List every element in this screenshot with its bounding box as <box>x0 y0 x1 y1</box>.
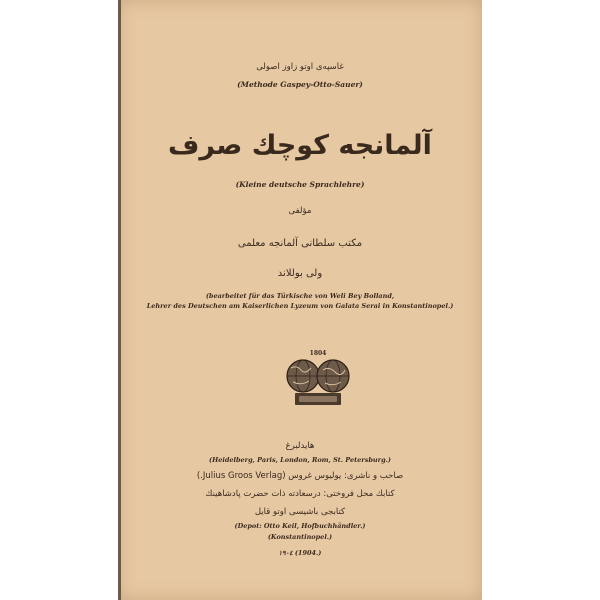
emblem-year: 1804 <box>309 350 327 357</box>
series-german: (Methode Gaspey-Otto-Sauer) <box>237 80 363 89</box>
publisher-line: صاحب و ناشری: یولیوس غروس (Julius Groos Verlag.) <box>196 471 404 481</box>
city-german: (Konstantinopel.) <box>267 533 333 541</box>
year-line: ۱۹۰٤ (1904.) <box>278 549 322 557</box>
title-arabic: آلمانجه کوچك صرف <box>168 130 432 161</box>
right-globe-icon <box>317 360 349 392</box>
edited-line-2: Lehrer des Deutschen am Kaiserlichen Lyzeum von Galata Serai in Konstantinopel.) <box>146 302 454 310</box>
depot-line-arabic: کتابك محل فروختی: درسعادته ذات حضرت پادشاهینك <box>205 489 395 499</box>
book-page <box>118 0 482 600</box>
cities-german: (Heidelberg, Paris, London, Rom, St. Petersburg.) <box>209 456 391 464</box>
series-arabic: غاسپه‌ی اوتو زاوز اصولی <box>256 62 344 72</box>
left-globe-icon <box>287 360 319 392</box>
author-name: ولی بوللاند <box>277 268 323 279</box>
bookseller-arabic: کتابجی باشیسی اوتو قایل <box>254 507 346 517</box>
title-german: (Kleine deutsche Sprachlehre) <box>235 180 365 189</box>
edited-line-1: (bearbeitet für das Türkische von Weli Bey Bolland, <box>205 292 395 300</box>
author-label: مؤلفی <box>288 206 312 216</box>
author-role: مکتب سلطانی آلمانجه معلمی <box>237 238 363 249</box>
city-arabic: هایدلبرغ <box>285 441 315 451</box>
depot-german: (Depot: Otto Keil, Hofbuchhändler.) <box>234 522 366 530</box>
publisher-emblem <box>281 348 355 414</box>
